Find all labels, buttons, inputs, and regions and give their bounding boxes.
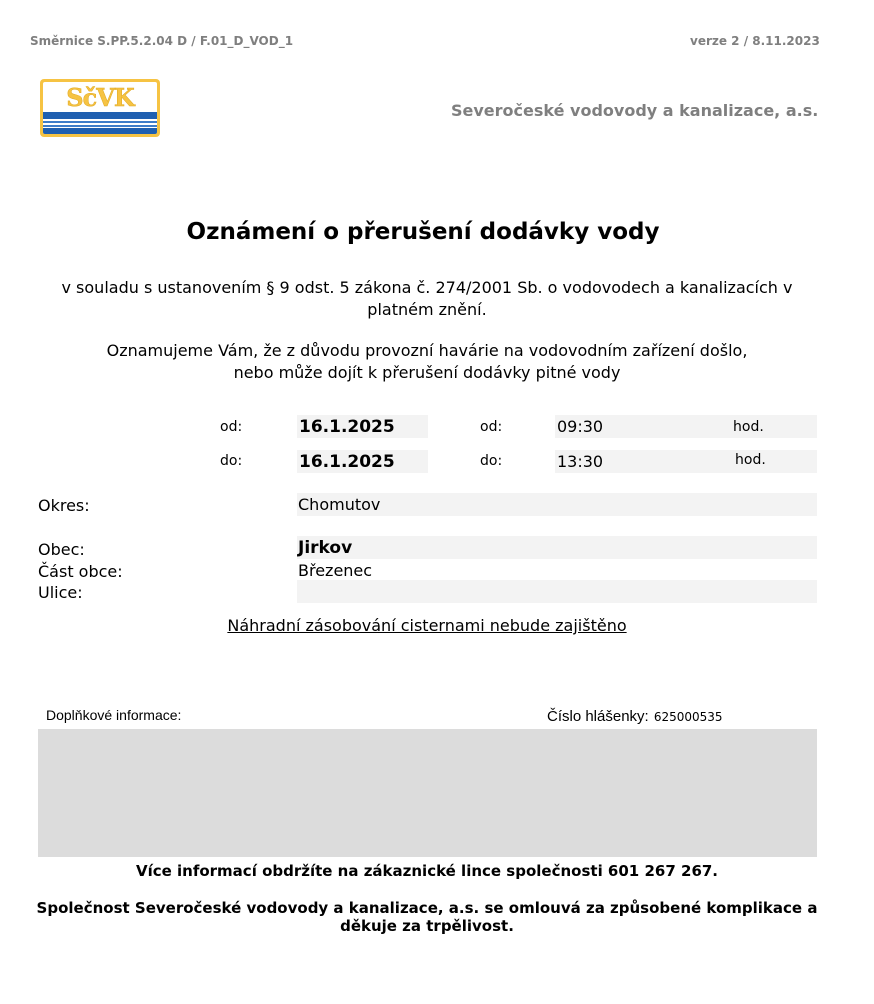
from-time-value: 09:30 [557,417,604,436]
from-date-label: od: [220,419,243,435]
report-number-value: 625000535 [653,710,723,724]
part-label: Část obce: [38,562,123,581]
district-label: Okres: [38,496,90,515]
from-time-unit: hod. [733,419,764,435]
additional-info-label: Doplňkové informace: [46,707,182,723]
report-number-label: Číslo hlášenky: [547,708,649,725]
to-time-unit: hod. [735,452,766,468]
street-label: Ulice: [38,583,83,602]
notice-title: Oznámení o přerušení dodávky vody [186,219,660,245]
apology-text: Společnost Severočeské vodovody a kanalizace, a.s. se omlouvá za způsobené komplikace a děkuje za trpělivost. [36,899,818,935]
part-field: Březenec [298,561,373,580]
scvk-logo [40,79,160,137]
to-date-label: do: [220,453,243,469]
logo-text: SčVK [66,83,134,112]
legal-basis-text: v souladu s ustanovením § 9 odst. 5 zákona č. 274/2001 Sb. o vodovodech a kanalizacích v platném znění. [61,278,793,319]
to-date-field: 16.1.2025 [297,450,428,473]
street-field [297,580,817,603]
municipality-label: Obec: [38,540,85,559]
to-time-label: do: [480,453,503,469]
district-field: Chomutov [297,493,817,516]
from-time-field [555,415,817,438]
to-time-field [555,450,817,473]
directive-code: Směrnice S.PP.5.2.04 D / F.01_D_VOD_1 [30,34,294,48]
version-date: verze 2 / 8.11.2023 [690,34,820,48]
statement-text: Oznamujeme Vám, že z důvodu provozní havárie na vodovodním zařízení došlo, nebo může dojít k přerušení dodávky pitné vody [106,341,748,382]
from-time-label: od: [480,419,503,435]
logo-water-stripes-icon [43,112,157,134]
to-time-value: 13:30 [557,452,604,471]
company-name: Severočeské vodovody a kanalizace, a.s. [451,101,819,120]
from-date-field: 16.1.2025 [297,415,428,438]
municipality-field: Jirkov [297,536,817,559]
report-number-block [547,706,723,725]
replacement-supply-notice: Náhradní zásobování cisternami nebude zajištěno [227,616,627,635]
hotline-text: Více informací obdržíte na zákaznické lince společnosti 601 267 267. [135,862,719,880]
additional-info-box [38,729,817,857]
